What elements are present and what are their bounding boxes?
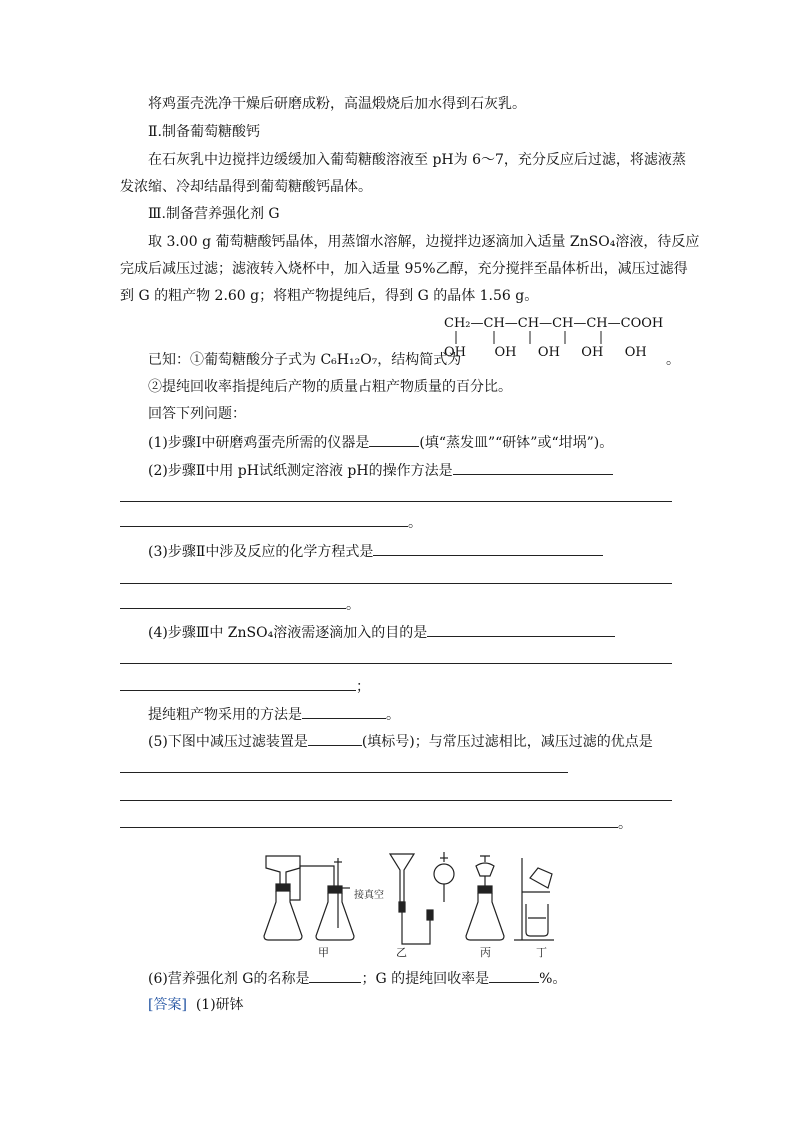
answer-blank[interactable] [489, 968, 539, 983]
question-4b-text: 提纯粗产物采用的方法是 [148, 707, 302, 723]
label-bing: 丙 [480, 946, 491, 958]
formula-chain: CH₂—CH—CH—CH—CH—COOH [444, 316, 664, 331]
questions-prompt: 回答下列问题： [148, 406, 246, 422]
period: 。 [408, 515, 422, 531]
question-5 [148, 731, 653, 752]
answer-blank[interactable] [120, 594, 346, 609]
question-6 [148, 968, 566, 989]
label-jia: 甲 [318, 946, 329, 958]
question-3-text: (3)步骤Ⅱ中涉及反应的化学方程式是 [148, 544, 374, 560]
answer-blank[interactable] [453, 460, 613, 475]
answer-blank[interactable] [120, 813, 618, 828]
answer-blank[interactable] [427, 622, 615, 637]
known-period: 。 [666, 352, 680, 368]
question-5-text: (5)下图中减压过滤装置是 [148, 734, 308, 750]
period: 。 [386, 707, 400, 723]
answer-section [148, 995, 244, 1015]
answer-blank[interactable] [369, 432, 419, 447]
label-yi: 乙 [396, 946, 407, 958]
question-4-cont [120, 676, 370, 697]
answer-blank[interactable] [309, 968, 361, 983]
answer-line[interactable] [120, 772, 568, 773]
apparatus-bing [434, 852, 504, 940]
known-line: 已知：①葡萄糖酸分子式为 C₆H₁₂O₇，结构简式为 [148, 352, 462, 368]
step2-line: 在石灰乳中边搅拌边缓缓加入葡萄糖酸溶液至 pH为 6～7，充分反应后过滤，将滤液蒸 [148, 152, 686, 168]
question-3 [148, 541, 603, 562]
formula-hydroxyls: OH OH OH OH OH [444, 345, 647, 360]
question-4b [148, 704, 400, 725]
step2-line: 发浓缩、冷却结晶得到葡萄糖酸钙晶体。 [120, 179, 372, 195]
semicolon: ； [356, 679, 370, 695]
question-6-mid: ；G 的提纯回收率是 [361, 971, 490, 987]
apparatus-figure [258, 848, 558, 958]
answer-tag: [答案] [148, 997, 187, 1013]
question-5-hint: (填标号)；与常压过滤相比，减压过滤的优点是 [361, 734, 653, 750]
answer-1: (1)研钵 [195, 997, 244, 1013]
answer-line[interactable] [120, 501, 672, 502]
label-ding: 丁 [536, 946, 547, 958]
apparatus-yi [390, 854, 433, 944]
answer-line[interactable] [120, 800, 672, 801]
step3-line: 取 3.00 g 葡萄糖酸钙晶体，用蒸馏水溶解，边搅拌边逐滴加入适量 ZnSO₄溶液，待反应 [148, 234, 700, 250]
step2-heading: Ⅱ.制备葡萄糖酸钙 [148, 124, 260, 140]
answer-blank[interactable] [302, 704, 386, 719]
question-2 [148, 460, 613, 481]
step3-line: 到 G 的粗产物 2.60 g；将粗产物提纯后，得到 G 的晶体 1.56 g。 [120, 288, 539, 304]
answer-blank[interactable] [120, 676, 356, 691]
step3-heading: Ⅲ.制备营养强化剂 G [148, 206, 280, 222]
vacuum-label: 接真空 [354, 890, 384, 901]
question-6-text: (6)营养强化剂 G的名称是 [148, 971, 310, 987]
question-2-text: (2)步骤Ⅱ中用 pH试纸测定溶液 pH的操作方法是 [148, 463, 453, 479]
question-4 [148, 622, 615, 643]
answer-line[interactable] [120, 583, 672, 584]
answer-line[interactable] [120, 663, 672, 664]
apparatus-jia [264, 856, 354, 940]
period: 。 [346, 597, 360, 613]
question-2-cont [120, 512, 422, 533]
apparatus-ding [514, 858, 554, 940]
intro-line: 将鸡蛋壳洗净干燥后研磨成粉，高温煅烧后加水得到石灰乳。 [148, 96, 526, 112]
question-1-hint: (填“蒸发皿”“研钵”或“坩埚”)。 [419, 435, 614, 451]
answer-blank[interactable] [120, 512, 408, 527]
question-5-cont [120, 813, 632, 834]
period: 。 [618, 816, 632, 832]
answer-blank[interactable] [373, 541, 603, 556]
answer-blank[interactable] [308, 731, 362, 746]
question-1 [148, 432, 613, 453]
formula-bonds [444, 330, 624, 346]
question-3-cont [120, 594, 360, 615]
step3-line: 完成后减压过滤；滤液转入烧杯中，加入适量 95%乙醇，充分搅拌至晶体析出，减压过滤得 [120, 261, 688, 277]
question-1-text: (1)步骤Ⅰ中研磨鸡蛋壳所需的仪器是 [148, 435, 370, 451]
known-line: ②提纯回收率指提纯后产物的质量占粗产物质量的百分比。 [148, 379, 512, 395]
question-4-text: (4)步骤Ⅲ中 ZnSO₄溶液需逐滴加入的目的是 [148, 625, 428, 641]
percent-suffix: %。 [539, 971, 567, 987]
